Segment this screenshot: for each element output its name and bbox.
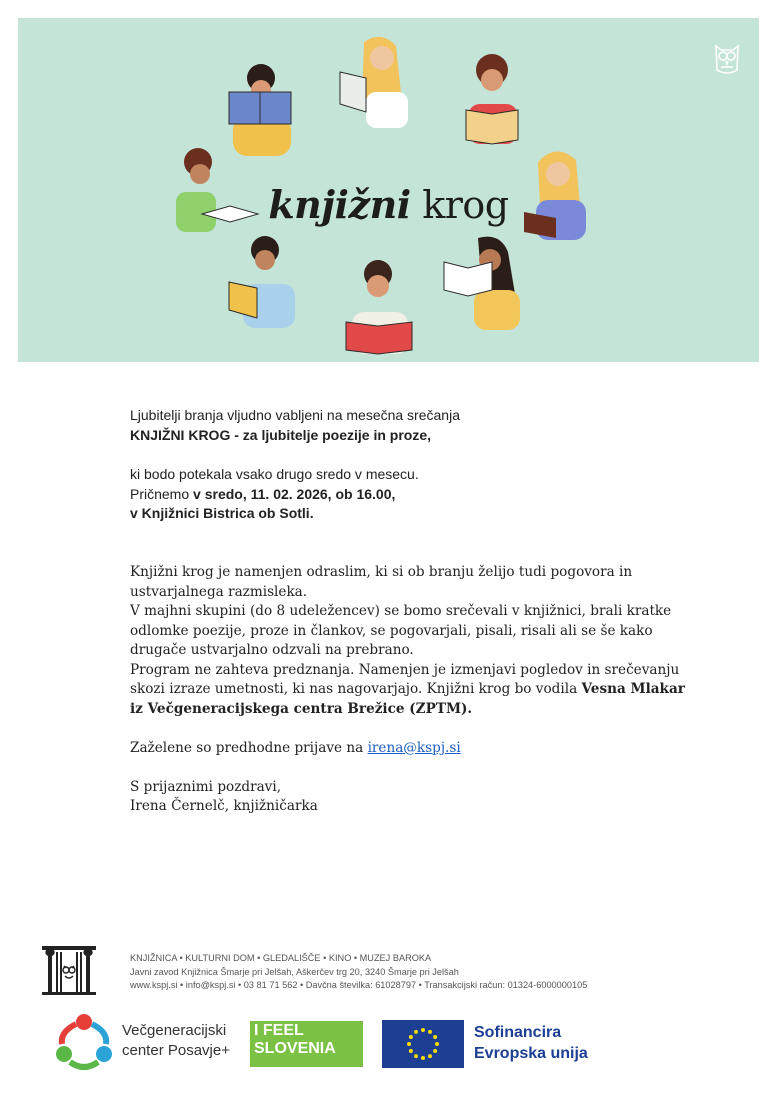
signature: Irena Černelč, knjižničarka bbox=[130, 798, 318, 814]
paragraph-2: V majhni skupini (do 8 udeležencev) se bomo srečevali v knjižnici, brali kratke odlomke poezije, proze in člankov, se pogovarjali, pisali, risali ali se še kako drugače ustvarjalno odzvali na prebrano. bbox=[130, 603, 672, 658]
footer-line-3: www.kspj.si • info@kspj.si • 03 81 71 562 • Davčna številka: 61028797 • Transakcijski račun: 01324-6000000105 bbox=[130, 980, 588, 990]
eu-star-icon bbox=[421, 1028, 425, 1032]
banner-title-regular: krog bbox=[422, 183, 509, 227]
i-feel-slovenia-logo bbox=[250, 1021, 363, 1067]
body-text bbox=[130, 563, 698, 817]
intro-line-2: KNJIŽNI KROG - za ljubitelje poezije in proze, bbox=[130, 426, 432, 443]
eu-star-icon bbox=[409, 1035, 413, 1039]
vcp-line-2: center Posavje+ bbox=[122, 1042, 230, 1059]
event-location: v Knjižnici Bistrica ob Sotli. bbox=[130, 505, 314, 521]
paragraph-3 bbox=[130, 661, 698, 720]
email-link[interactable]: irena@kspj.si bbox=[367, 739, 461, 756]
intro-line-4 bbox=[130, 485, 690, 505]
reader-illustration-8 bbox=[438, 232, 528, 332]
eu-star-icon bbox=[407, 1042, 411, 1046]
banner-title-italic: knjižni bbox=[268, 182, 411, 227]
partner-logos bbox=[54, 1012, 714, 1072]
eu-star-icon bbox=[435, 1042, 439, 1046]
eu-flag-icon bbox=[382, 1020, 464, 1068]
library-logo-icon bbox=[40, 944, 98, 996]
reader-illustration-7 bbox=[340, 256, 420, 356]
intro-line-1: Ljubitelji branja vljudno vabljeni na mesečna srečanja bbox=[130, 407, 460, 423]
closing-greeting: S prijaznimi pozdravi, bbox=[130, 778, 282, 795]
intro-block bbox=[130, 406, 690, 524]
reader-illustration-2 bbox=[336, 32, 416, 132]
eu-star-icon bbox=[428, 1030, 432, 1034]
eu-star-icon bbox=[433, 1049, 437, 1053]
eu-star-icon bbox=[409, 1049, 413, 1053]
host-name: Vesna Mlakar iz Večgeneracijskega centra Brežice (ZPTM). bbox=[130, 681, 685, 717]
intro-line-4-prefix: Pričnemo bbox=[130, 485, 194, 502]
footer-text bbox=[130, 952, 730, 993]
paragraph-4-text: Zaželene so predhodne prijave na bbox=[130, 739, 368, 756]
reader-illustration-6 bbox=[223, 230, 303, 330]
footer-line-2: Javni zavod Knjižnica Šmarje pri Jelšah, Aškerčev trg 20, 3240 Šmarje pri Jelšah bbox=[130, 966, 459, 977]
eu-star-icon bbox=[421, 1056, 425, 1060]
vcp-text bbox=[122, 1021, 230, 1061]
eu-line-1: Sofinancira bbox=[474, 1024, 562, 1041]
eu-star-icon bbox=[414, 1054, 418, 1058]
reader-illustration-1 bbox=[223, 56, 303, 156]
banner-title bbox=[18, 182, 759, 227]
eu-star-icon bbox=[433, 1035, 437, 1039]
ifeel-line-2: SLOVENIA bbox=[254, 1040, 336, 1057]
eu-star-icon bbox=[414, 1030, 418, 1034]
eu-star-icon bbox=[428, 1054, 432, 1058]
header-banner bbox=[18, 18, 759, 362]
ifeel-line-1: I FEEL bbox=[254, 1022, 304, 1039]
vcp-line-1: Večgeneracijski bbox=[122, 1022, 227, 1039]
intro-line-3: ki bodo potekala vsako drugo sredo v mesecu. bbox=[130, 466, 419, 482]
owl-logo-icon bbox=[713, 40, 741, 78]
eu-line-2: Evropska unija bbox=[474, 1045, 588, 1062]
paragraph-1: Knjižni krog je namenjen odraslim, ki si ob branju želijo tudi pogovora in ustvarjalnega razmisleka. bbox=[130, 564, 633, 600]
paragraph-3-text: Program ne zahteva predznanja. Namenjen je izmenjavi pogledov in srečevanju skozi izraze umetnosti, ki nas nagovarjajo. Knjižni krog bo vodila bbox=[130, 661, 680, 697]
eu-text bbox=[474, 1022, 588, 1064]
paragraph-4 bbox=[130, 739, 698, 759]
event-date: v sredo, 11. 02. 2026, ob 16.00, bbox=[193, 485, 396, 502]
vecgeneracijski-center-logo-icon bbox=[54, 1012, 114, 1072]
reader-illustration-3 bbox=[458, 48, 528, 148]
footer-line-1: KNJIŽNICA • KULTURNI DOM • GLEDALIŠČE • KINO • MUZEJ BAROKA bbox=[130, 953, 432, 963]
